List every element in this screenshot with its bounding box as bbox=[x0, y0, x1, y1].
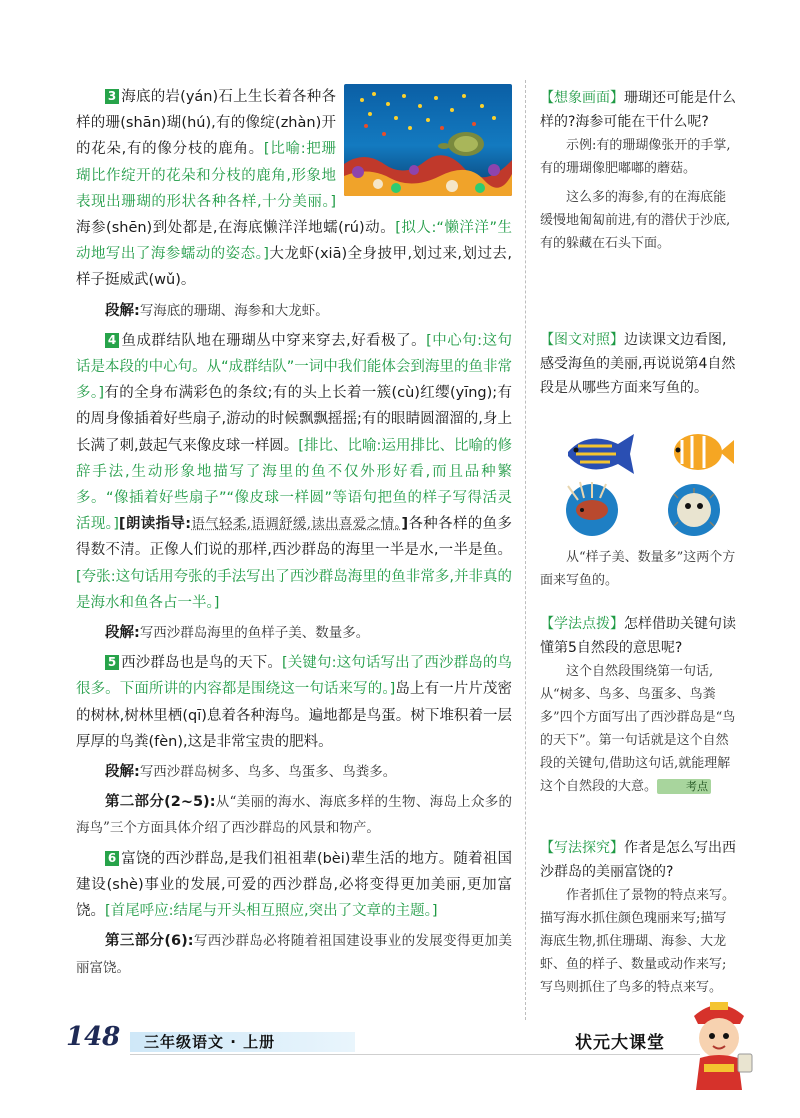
paragraph-number-4: 4 bbox=[105, 333, 119, 348]
page-number: 148 bbox=[66, 1022, 121, 1052]
sidebar-picture-text-answer bbox=[540, 546, 738, 592]
p5-note-key-sentence: [关键句:这句话写出了西沙群岛的鸟很多。下面所讲的内容都是围绕这一句话来写的。] bbox=[76, 655, 512, 698]
main-text-column bbox=[76, 84, 512, 981]
book-title: 三年级语文 · 上册 bbox=[144, 1033, 276, 1051]
p4-text-2: 有的全身布满彩色的条纹;有的头上长着一簇(cù)红缨(yīng);有的周身像插着好些扇子,游动的时候飘飘摇摇;有的眼睛圆溜溜的,身上长满了刺,鼓起气来像皮球一样圆。 bbox=[76, 385, 512, 454]
summary-3-text: 写海底的珊瑚、海参和大龙虾。 bbox=[139, 302, 329, 319]
p3-note-simile: [比喻:把珊瑚比作绽开的花朵和分枝的鹿角,形象地表现出珊瑚的形状各种各样,十分美丽。] bbox=[76, 141, 337, 210]
p4-text-1: 鱼成群结队地在珊瑚丛中穿来穿去,好看极了。 bbox=[121, 332, 427, 349]
summary-4-label: 段解: bbox=[105, 625, 140, 642]
sidebar-method bbox=[540, 612, 738, 798]
picture-text-tag: 【图文对照】 bbox=[540, 332, 624, 348]
fish-images bbox=[548, 426, 738, 536]
part-3-text: 写西沙群岛必将随着祖国建设事业的发展变得更加美丽富饶。 bbox=[76, 933, 512, 976]
picture-text-question: 边读课文边看图,感受海鱼的美丽,再说说第4自然段是从哪些方面来写鱼的。 bbox=[540, 332, 736, 396]
paragraph-number-5: 5 bbox=[105, 655, 119, 670]
p4-reading-guide-label: [朗读指导: bbox=[118, 516, 192, 533]
sidebar-imagine bbox=[540, 86, 738, 255]
exam-point-badge: 考点 bbox=[657, 779, 711, 794]
p3-text-3: 大龙虾(xiā)全身披甲,划过来,划过去,样子挺威武(wǔ)。 bbox=[76, 246, 512, 289]
pufferfish-image bbox=[668, 484, 720, 536]
part-2-text: 从“美丽的海水、海底多样的生物、海岛上众多的海鸟”三个方面具体介绍了西沙群岛的风景和物产。 bbox=[76, 794, 512, 837]
imagine-question: 珊瑚还可能是什么样的?海参可能在干什么呢? bbox=[540, 90, 736, 130]
butterflyfish-image bbox=[674, 434, 734, 470]
lionfish-image bbox=[566, 482, 618, 536]
summary-4-text: 写西沙群岛海里的鱼样子美、数量多。 bbox=[139, 625, 370, 642]
coral-reef-photo bbox=[344, 84, 512, 196]
imagine-example-1: 示例:有的珊瑚像张开的手掌,有的珊瑚像肥嘟嘟的蘑菇。 bbox=[540, 138, 731, 176]
mascot-icon bbox=[674, 994, 764, 1094]
writing-question: 作者是怎么写出西沙群岛的美丽富饶的? bbox=[540, 840, 736, 880]
summary-3-label: 段解: bbox=[105, 302, 140, 319]
p3-text-1: 海底的岩(yán)石上生长着各种各样的珊(shān)瑚(hú),有的像绽(zhàn)开的花朵,有的像分枝的鹿角。 bbox=[76, 89, 336, 158]
p4-reading-guide-end: ] bbox=[401, 516, 409, 533]
footer-rule bbox=[130, 1054, 700, 1055]
paragraph-number-6: 6 bbox=[105, 851, 119, 866]
writing-example: 作者抓住了景物的特点来写。描写海水抓住颜色瑰丽来写;描写海底生物,抓住珊瑚、海参、大龙虾、鱼的样子、数量或动作来写;写鸟则抓住了鸟多的特点来写。 bbox=[540, 888, 736, 995]
summary-5-text: 写西沙群岛树多、鸟多、鸟蛋多、鸟粪多。 bbox=[139, 764, 397, 781]
writing-tag: 【写法探究】 bbox=[540, 840, 624, 856]
p6-text-1: 富饶的西沙群岛,是我们祖祖辈(bèi)辈生活的地方。随着祖国建设(shè)事业的发展,可爱的西沙群岛,必将变得更加美丽,更加富饶。 bbox=[76, 850, 512, 920]
p4-text-3: 各种各样的鱼多得数不清。正像人们说的那样,西沙群岛的海里一半是水,一半是鱼。 bbox=[76, 516, 512, 559]
p3-note-personification: [拟人:“懒洋洋”生动地写出了海参蠕动的姿态。] bbox=[76, 220, 512, 263]
sidebar-writing bbox=[540, 836, 738, 999]
p4-note-parallelism: [排比、比喻:运用排比、比喻的修辞手法,生动形象地描写了海里的鱼不仅外形好看,而且品种繁多。“像插着好些扇子”“像皮球一样圆”等语句把鱼的样子写得活灵活现。] bbox=[76, 437, 513, 533]
method-example: 这个自然段围绕第一句话,从“树多、鸟多、鸟蛋多、鸟粪多”四个方面写出了西沙群岛是“鸟的天下”。第一句话就是这个自然段的关键句,借助这句话,就能理解这个自然段的大意。 bbox=[540, 664, 736, 794]
imagine-example-2: 这么多的海参,有的在海底能缓慢地匍匐前进,有的潜伏于沙底,有的躲藏在石头下面。 bbox=[540, 190, 731, 251]
paragraph-number-3: 3 bbox=[105, 89, 119, 104]
angelfish-image bbox=[568, 434, 634, 474]
p6-note-echo: [首尾呼应:结尾与开头相互照应,突出了文章的主题。] bbox=[105, 903, 438, 920]
method-tag: 【学法点拨】 bbox=[540, 616, 624, 632]
page-footer bbox=[60, 1020, 800, 1080]
p5-text-1: 西沙群岛也是鸟的天下。 bbox=[121, 655, 282, 672]
p4-note-hyperbole: [夸张:这句话用夸张的手法写出了西沙群岛海里的鱼非常多,并非真的是海水和鱼各占一半。] bbox=[76, 568, 512, 611]
picture-text-example: 从“样子美、数量多”这两个方面来写鱼的。 bbox=[540, 550, 736, 588]
p5-text-2: 岛上有一片片茂密的树林,树林里栖(qī)息着各种海鸟。遍地都是鸟蛋。树下堆积着一层厚厚的鸟粪(fèn),这是非常宝贵的肥料。 bbox=[76, 681, 513, 750]
column-divider bbox=[525, 80, 526, 1020]
imagine-tag: 【想象画面】 bbox=[540, 90, 624, 106]
part-3-label: 第三部分(6): bbox=[105, 933, 194, 950]
p4-reading-guide-text: 语气轻柔,语调舒缓,读出喜爱之情。 bbox=[191, 516, 402, 533]
p3-text-2: 海参(shēn)到处都是,在海底懒洋洋地蠕(rú)动。 bbox=[76, 220, 396, 237]
p4-note-central: [中心句:这句话是本段的中心句。从“成群结队”一词中我们能体会到海里的鱼非常多。] bbox=[76, 332, 512, 402]
brand-name: 状元大课堂 bbox=[575, 1033, 665, 1053]
summary-5-label: 段解: bbox=[105, 764, 140, 781]
sidebar-picture-text bbox=[540, 328, 738, 400]
method-question: 怎样借助关键句读懂第5自然段的意思呢? bbox=[540, 616, 736, 656]
part-2-label: 第二部分(2~5): bbox=[105, 794, 216, 811]
